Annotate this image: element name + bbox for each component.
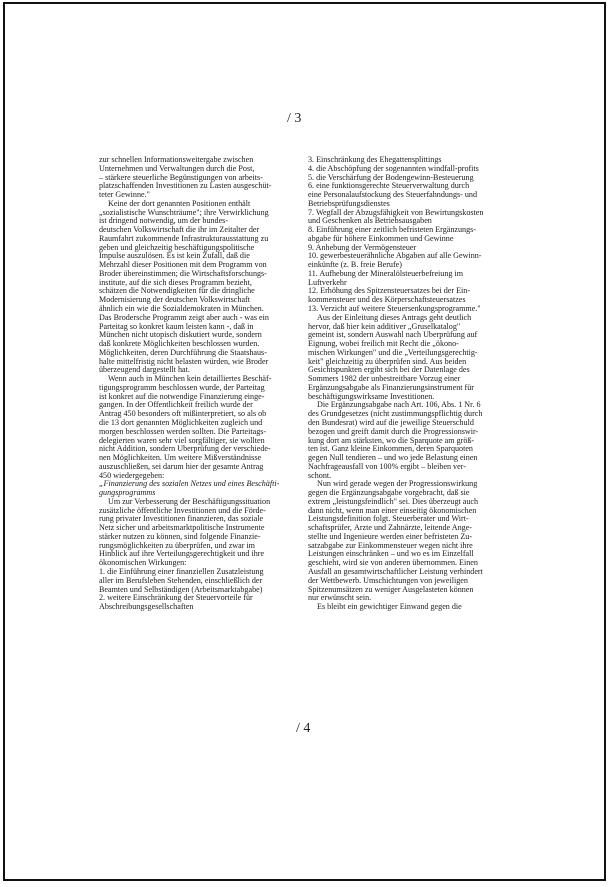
text-line: Betriebsprüfungsdienstes [308,199,390,208]
text-line: teter Gewinne." [99,191,150,200]
text-line: nicht Addition, sondern Überprüfung der verschiede- [99,445,271,454]
text-line: bezogen und greift damit durch die Progressionswir- [308,427,479,436]
text-line: Möglichkeiten, deren Durchführung die Staatshaus- [99,348,267,357]
text-line: beschäftigungswirksame Investitionen. [308,392,435,401]
text-line: 2. weitere Einschränkung der Steuervorteile für [99,594,253,603]
text-line: mischen Wirkungen" und die „Verteilungsgerechtig- [308,348,478,357]
text-line: Eignung, wobei freilich mit Recht die „ökono- [308,340,459,349]
text-line: morgen beschlossen werden sollten. Die Parteitags- [99,427,267,436]
text-line: Die Ergänzungsabgabe nach Art. 106, Abs. 1 Nr. 6 [317,401,481,410]
text-line: Netz sicher und arbeitsmarktpolitische Instrumente [99,524,265,533]
text-line: nur erwünscht sein. [308,594,372,603]
text-line: 450 wiedergegeben: [99,471,165,480]
text-line: abgabe für höhere Einkommen und Gewinne [308,234,454,243]
text-line: gemeint ist, sondern Auswahl nach Überprüfung auf [308,331,478,340]
text-line: institute, auf die sich dieses Programm bezieht, [99,278,252,287]
text-line: rung privater Investitionen finanzieren, das soziale [99,515,264,524]
text-line: Modernisierung der deutschen Volkswirtschaft [99,296,250,305]
text-line: den Bundesrat) wird auf die jeweilige Steuerschuld [308,418,474,427]
text-line: 1. die Einführung einer finanziellen Zusatzleistung [99,567,264,576]
text-line: 4. die Abschöpfung der sogenannten windfall-profits [308,164,479,173]
text-line: daß konkrete Möglichkeiten beschlossen wurden. [99,340,260,349]
text-line: tigungsprogramm beschlossen wurde, der Parteitag [99,383,265,392]
text-line: platzschaffenden Investitionen zu Lasten ausgeschüt- [99,182,272,191]
text-line: ökonomischen Wirkungen: [99,559,187,568]
text-line: Parteitag so konkret kaum leisten kann -, daß in [99,322,254,331]
text-line: der Wettbewerb. Umschichtungen von jeweiligen [308,576,468,585]
page-marker-top: / 3 [287,111,302,126]
text-line: Ergänzungsabgabe als Finanzierungsinstrument für [308,383,474,392]
text-line: Beamten und Selbständigen (Arbeitsmarktabgabe) [99,585,263,594]
text-line: ist konkret auf die notwendige Finanzierung einge- [99,392,265,401]
text-line: satzabgabe zur Einkommensteuer wegen nicht ihre [308,541,473,550]
text-line: „Finanzierung des sozialen Netzes und eines Beschäfti- [99,480,280,489]
text-line: Keine der dort genannten Positionen enthält [108,199,251,208]
text-line: München nicht utopisch diskutiert wurde, sondern [99,331,262,340]
text-line: Hinblick auf ihre Verteilungsgerechtigkeit und ihre [99,550,265,559]
text-line: 12. Erhöhung des Spitzensteuersatzes bei der Ein- [308,287,471,296]
text-line: nen Möglichkeiten. Um weitere Mißverständnisse [99,454,262,463]
text-line: dann nicht, wenn man einer einseitig ökonomischen [308,506,477,515]
text-line: keit" gleichzeitig zu überprüfen sind. Aus beiden [308,357,467,366]
text-line: 5. die Verschärfung der Bodengewinn-Besteuerung [308,173,474,182]
text-line: schätzen die Notwendigkeiten für die dringliche [99,287,255,296]
text-line: eine Personalaufstockung des Steuerfahndungs- und [308,191,478,200]
text-line: Leistungen einschränken – und wo es im Einzelfall [308,550,474,559]
text-line: – stärkere steuerliche Begünstigungen von arbeits- [99,173,263,182]
text-line: Leistungsdefinition folgt. Steuerberater und Wirt- [308,515,469,524]
text-line: kommensteuer und des Körperschaftsteuersatzes [308,296,466,305]
left-text-column [99,156,299,612]
text-line: Aus der Einleitung dieses Antrags geht deutlich [317,313,472,322]
text-line: die 13 dort genannten Möglichkeiten zugleich und [99,418,263,427]
text-line: extrem „leistungsfeindlich" sei. Dies überzeugt auch [308,497,479,506]
text-line: Antrag 450 besonders oft mißinterpretiert, so als ob [99,410,267,419]
text-line: 11. Aufhebung der Mineralölsteuerbefreiung im [308,269,464,278]
text-line: Abschreibungsgesellschaften [99,603,194,612]
text-line: 10. gewerbesteuerähnliche Abgaben auf alle Gewinn- [308,252,482,261]
text-line: aller im Berufsleben Stehenden, einschließlich der [99,576,263,585]
text-line: Wenn auch in München kein detailliertes Beschäf- [108,375,272,384]
text-line: gegen Null tendieren – und wo jede Belastung einen [308,454,478,463]
text-line: kung dort am stärksten, wo die Sparquote am größ- [308,436,475,445]
text-line: deutschen Volkswirtschaft die ihr im Zeitalter der [99,226,260,235]
text-line: Um zur Verbesserung der Beschäftigungssituation [108,497,271,506]
text-line: ten ist. Ganz kleine Einkommen, deren Sparquoten [308,445,473,454]
text-line: 3. Einschränkung des Ehegattensplittings [308,156,442,164]
text-line: stellte und Ingenieure werden einer befristeten Zu- [308,532,473,541]
text-line: Unternehmen und Verwaltungen durch die Post, [99,164,255,173]
text-line: Nun wird gerade wegen der Progressionswirkung [317,480,478,489]
text-line: Ausfall an gesamtwirtschaftlicher Leistung verhindert [308,567,483,576]
text-line: Impulse auszulösen. Es ist kein Zufall, daß die [99,252,250,261]
text-line: rungsmöglichkeiten zu überprüfen, und zwar im [99,541,255,550]
text-line: Sommers 1982 der unbestreitbare Vorzug einer [308,375,461,384]
text-line: auszuschließen, sei darum hier der gesamte Antrag [99,462,264,471]
text-line: Es bleibt ein gewichtiger Einwand gegen die [317,603,462,612]
text-line: schaftsprüfer, Ärzte und Zahnärzte, leitende Ange- [308,524,472,533]
text-line: ähnlich ein wie die Sozialdemokraten in München. [99,305,264,314]
text-line: des Grundgesetzes (nicht zustimmungspflichtig durch [308,410,483,419]
text-line: 9. Anhebung der Vermögensteuer [308,243,417,252]
text-line: gungsprogramms [99,489,156,498]
text-line: halte mittelfristig nicht belasten würden, wie Broder [99,357,269,366]
text-line: Gesichtspunkten ergibt sich bei der Datenlage des [308,366,470,375]
text-line: 7. Wegfall der Abzugsfähigkeit von Bewirtungskosten [308,208,484,217]
text-line: geben und gleichzeitig beschäftigungspolitische [99,243,255,252]
text-line: zur schnellen Informationsweitergabe zwischen [99,156,254,164]
text-line: Raumfahrt zukommende Infrastrukturausstattung zu [99,234,269,243]
text-line: „sozialistische Wunschträume"; ihre Verwirklichung [99,208,269,217]
text-line: und Geschenken als Betriebsausgaben [308,217,432,226]
text-line: einkünfte (z. B. freie Berufe) [308,261,402,270]
right-text-column [308,156,511,612]
text-line: zusätzliche öffentliche Investitionen und die Förde- [99,506,266,515]
page-marker-bottom: / 4 [296,721,311,736]
text-line: 13. Verzicht auf weitere Steuersenkungsprogramme." [308,305,481,314]
text-line: Broder übereinstimmen; die Wirtschaftsforschungs- [99,269,267,278]
text-line: delegierten waren sehr viel sorgfältiger, sie wollten [99,436,265,445]
text-line: schont. [308,471,332,480]
text-line: geschieht, wird sie von anderen übernommen. Einen [308,559,478,568]
text-line: Luftverkehr [308,278,347,287]
text-line: ist dringend notwendig, um der bundes- [99,217,229,226]
text-line: Mehrzahl dieser Positionen mit dem Programm von [99,261,267,270]
page-border [3,2,606,881]
text-line: stärker nutzen zu können, sind folgende Finanzie- [99,532,261,541]
text-line: Das Brodersche Programm zeigt aber auch - was ein [99,313,269,322]
text-line: gangen. In der Öffentlichkeit freilich wurde der [99,401,253,410]
text-line: 8. Einführung einer zeitlich befristeten Ergänzungs- [308,226,476,235]
text-line: hervor, daß hier kein additiver „Gruselkatalog" [308,322,461,331]
text-line: Spitzenumsätzen zu weniger Ausgelasteten können [308,585,474,594]
text-line: 6. eine funktionsgerechte Steuerverwaltung durch [308,182,470,191]
text-line: gegen die Ergänzungsabgabe vorgebracht, daß sie [308,489,470,498]
text-line: Nachfrageausfall von 100% ergibt – bleiben ver- [308,462,466,471]
text-line: überzeugend dargestellt hat. [99,366,190,375]
